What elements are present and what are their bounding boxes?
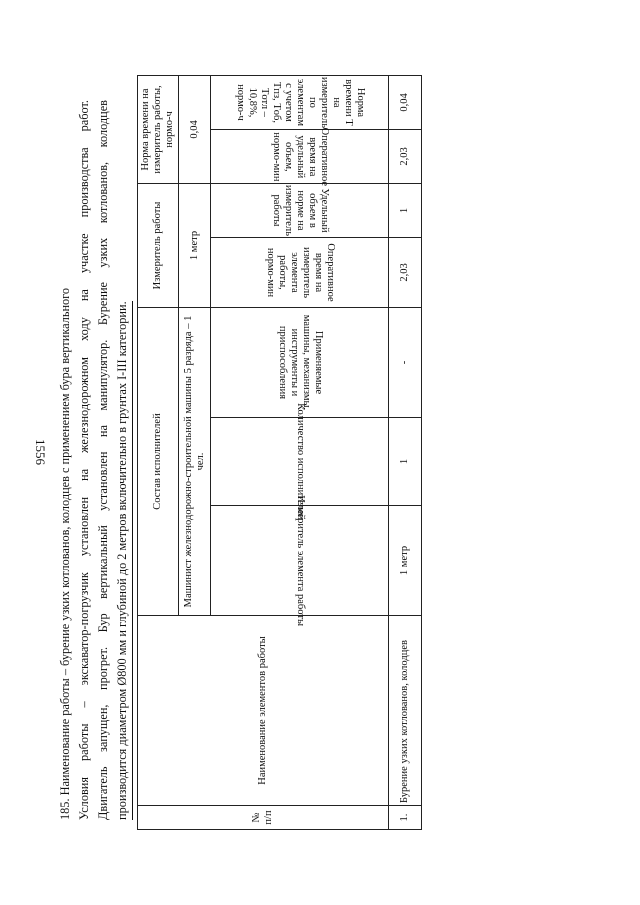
norm-time-value: 0,04 [179,75,211,183]
row-op-time-unit: 2,03 [389,129,422,183]
header-machines: Применяемые машины, механизмы, инструменты и приспособления [211,307,389,417]
header-unit-volume: Удельный объем в норме на измеритель работы [211,183,389,237]
row-operative-time: 2,03 [389,237,422,307]
header-element-meter: Измеритель элемента работы [211,506,389,616]
header-work-meter: Измеритель работы [138,183,179,307]
heading: 185. Наименование работы – бурение узких котлованов, колодцев с применением бура вертикального [58,287,72,820]
row-element-meter: 1 метр [389,506,422,616]
table-row [389,75,422,829]
row-norm-t: 0,04 [389,75,422,129]
row-num: 1. [389,806,422,830]
row-machines: - [389,307,422,417]
header-op-time-unit: Оперативное время на удельный объем, нормо-мин [211,129,389,183]
row-workers: 1 [389,418,422,506]
norm-table [137,75,422,830]
header-workers-count: Количество исполнителей [211,418,389,506]
row-unit-volume: 1 [389,183,422,237]
header-norm-t: Норма времени Т на измеритель по элементам с учетом Tпз, Tоб, Tотл – 10,8%, нормо-ч [211,75,389,129]
conditions-line-1: Условия работы – экскаватор-погрузчик установлен на железнодорожном ходу на участке производства работ. [77,100,91,820]
description [56,100,132,820]
header-num: № п/п [138,806,389,830]
header-element-name: Наименование элементов работы [138,616,389,806]
page-number: 1556 [33,439,48,465]
header-staff: Состав исполнителей [138,307,179,615]
header-operative-time: Оперативное время на измеритель элемента работы, нормо-мин [211,237,389,307]
norm-table-wrap [137,76,412,830]
work-meter-value: 1 метр [179,183,211,307]
staff-value: Машинист железнодорожно-строительной машины 5 разряда – 1 чел. [179,307,211,615]
row-name: Бурение узких котлованов, колодцев [389,616,422,806]
conditions-line-2: Двигатель запущен, прогрет. Бур вертикальный установлен на манипулятор. Бурение узких котлованов, колодцев [96,100,110,820]
conditions-line-3: производится диаметром Ø800 мм и глубиной до 2 метров включительно в грунтах I-III категории. [113,301,133,820]
header-norm-time: Норма времени на измеритель работы, нормо-ч [138,75,179,183]
